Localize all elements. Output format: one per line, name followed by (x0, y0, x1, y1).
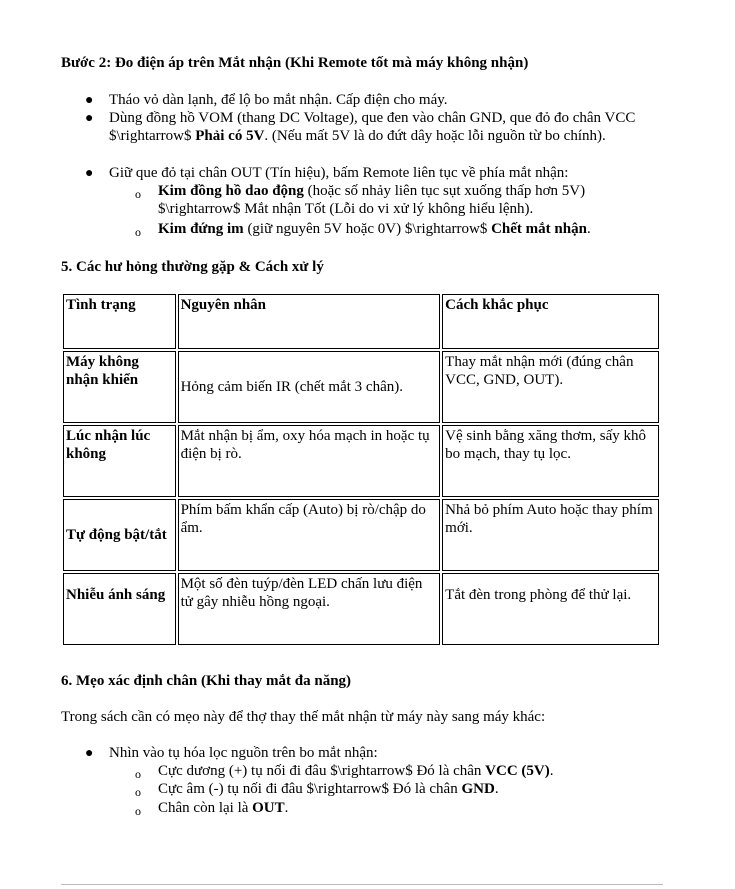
section6-sub-1: Cực dương (+) tụ nối đi đâu $\rightarrow$ Đó là chân VCC (5V). (158, 763, 554, 779)
sub-bullet-marker: o (135, 187, 141, 201)
table-cell-cause: Một số đèn tuýp/đèn LED chấn lưu điện tử gây nhiễu hồng ngoại. (178, 573, 441, 645)
table-cell-fix: Thay mắt nhận mới (đúng chân VCC, GND, OUT). (442, 351, 659, 423)
table-row (63, 425, 659, 497)
section5-heading: 5. Các hư hỏng thường gặp & Cách xử lý (61, 259, 324, 275)
table-cell-status: Nhiễu ánh sáng (63, 573, 176, 645)
step2-bullet-3: Giữ que đỏ tại chân OUT (Tín hiệu), bấm Remote liên tục về phía mắt nhận: (109, 165, 569, 181)
section6-sub-2: Cực âm (-) tụ nối đi đâu $\rightarrow$ Đó là chân GND. (158, 781, 499, 797)
step2-heading: Bước 2: Đo điện áp trên Mắt nhận (Khi Remote tốt mà máy không nhận) (61, 55, 529, 71)
table-cell-fix: Nhả bỏ phím Auto hoặc thay phím mới. (442, 499, 659, 571)
sub-bullet-marker: o (135, 785, 141, 799)
table-header-row (63, 294, 659, 349)
table-header-cell: Nguyên nhân (178, 294, 441, 349)
bullet-marker: ● (85, 166, 94, 181)
step2-sub-1: Kim đồng hồ dao động (hoặc số nhảy liên tục sụt xuống thấp hơn 5V) $\rightarrow$ Mắt nhận Tốt (Lỗi do vi xử lý không hiểu lệnh). (158, 183, 586, 217)
table-cell-status: Tự động bật/tắt (63, 499, 176, 571)
table-row (63, 351, 659, 423)
sub-bullet-marker: o (135, 767, 141, 781)
section6-heading: 6. Mẹo xác định chân (Khi thay mắt đa năng) (61, 673, 352, 689)
bullet-marker: ● (85, 746, 94, 761)
table-row (63, 573, 659, 645)
table-cell-status: Lúc nhận lúc không (63, 425, 176, 497)
page-divider (61, 884, 663, 885)
table-row (63, 499, 659, 571)
table-cell-fix: Vệ sinh bằng xăng thơm, sấy khô bo mạch, thay tụ lọc. (442, 425, 659, 497)
table-cell-cause: Mắt nhận bị ẩm, oxy hóa mạch in hoặc tụ điện bị rò. (178, 425, 441, 497)
section6-sub-3: Chân còn lại là OUT. (158, 800, 289, 816)
table-header-cell: Tình trạng (63, 294, 176, 349)
step2-bullet-1: Tháo vỏ dàn lạnh, để lộ bo mắt nhận. Cấp điện cho máy. (109, 92, 448, 108)
bullet-marker: ● (85, 93, 94, 108)
table-cell-fix: Tắt đèn trong phòng để thử lại. (442, 573, 659, 645)
bullet-marker: ● (85, 111, 94, 126)
step2-bullet-2: Dùng đồng hồ VOM (thang DC Voltage), que đen vào chân GND, que đỏ đo chân VCC $\rightarrow$ Phải có 5V. (Nếu mất 5V là do đứt dây hoặc lỗi nguồn từ bo chính). (109, 110, 636, 144)
section6-intro: Trong sách cần có mẹo này để thợ thay thế mắt nhận từ máy này sang máy khác: (61, 709, 546, 725)
table-header-cell: Cách khắc phục (442, 294, 659, 349)
fault-table (61, 292, 661, 647)
table-cell-status: Máy không nhận khiển (63, 351, 176, 423)
table-cell-cause: Hỏng cảm biến IR (chết mắt 3 chân). (178, 351, 441, 423)
section6-bullet-1: Nhìn vào tụ hóa lọc nguồn trên bo mắt nhận: (109, 745, 378, 761)
sub-bullet-marker: o (135, 225, 141, 239)
step2-sub-2: Kim đứng im (giữ nguyên 5V hoặc 0V) $\rightarrow$ Chết mắt nhận. (158, 221, 591, 237)
sub-bullet-marker: o (135, 804, 141, 818)
table-cell-cause: Phím bấm khẩn cấp (Auto) bị rò/chập do ẩm. (178, 499, 441, 571)
